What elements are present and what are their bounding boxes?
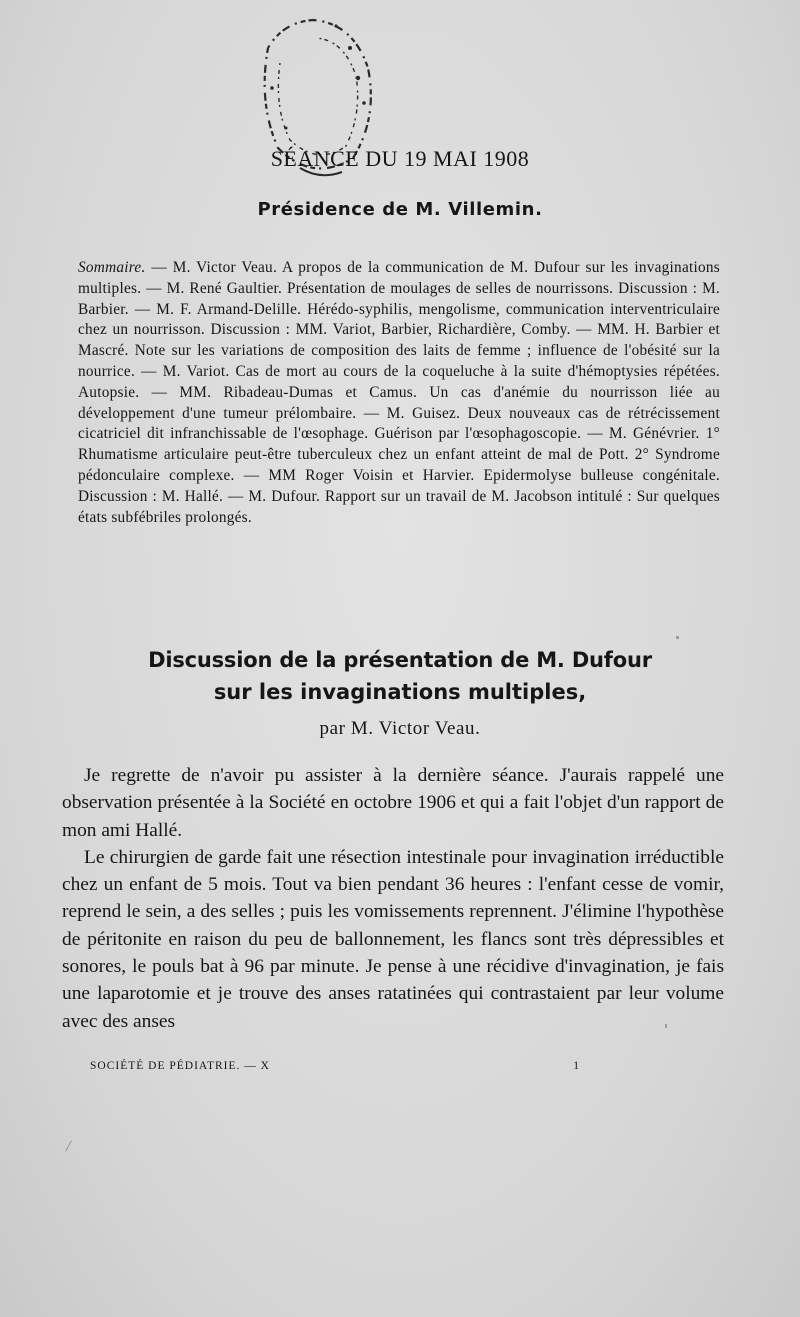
sommaire-text: — M. Victor Veau. A propos de la communication de M. Dufour sur les invaginations multiples. — M. René Gaultier. Présentation de moulages de selles de nourrissons. Discussion : M. Barbier. — M. F. Armand-Delille. Hérédo-syphilis, mengolisme, communication interventriculaire chez un nourrisson. Discussion : MM. Variot, Barbier, Richardière, Comby. — MM. H. Barbier et Mascré. Note sur les variations de composition des laits de femme ; influence de l'obésité sur la nourrice. — M. Variot. Cas de mort au cours de la coqueluche à la suite d'hémoptysies répétées. Autopsie. — MM. Ribadeau-Dumas et Camus. Un cas d'anémie du nourrisson liée au développement d'une tumeur prélombaire. — M. Guisez. Deux nouveaux cas de rétrécissement cicatriciel dit infranchissable de l'œsophage. Guérison par l'œsophagoscopie. — M. Génévrier. 1° Rhumatisme articulaire peut-être tuberculeux chez un enfant atteint de mal de Pott. 2° Syndrome pédonculaire complexe. — MM Roger Voisin et Harvier. Epidermolyse bulleuse congénitale. Discussion : M. Hallé. — M. Dufour. Rapport sur un travail de M. Jacobson intitulé : Sur quelques états subfébriles prolongés. <box>78 259 720 526</box>
sommaire-label: Sommaire. <box>78 259 146 276</box>
seance-heading: SÉANCE DU 19 MAI 1908 <box>270 146 530 171</box>
article-body <box>62 762 724 1035</box>
article-title-line-1: Discussion de la présentation de M. Dufour <box>148 648 652 672</box>
sommaire-paragraph <box>78 258 720 528</box>
footer-signature: SOCIÉTÉ DE PÉDIATRIE. — X <box>90 1060 270 1072</box>
presidence-line: Présidence de M. Villemin. <box>257 199 543 220</box>
margin-mark <box>665 1024 667 1028</box>
margin-mark <box>676 636 679 639</box>
body-paragraph: Le chirurgien de garde fait une résection intestinale pour invagination irréductible chez un enfant de 5 mois. Tout va bien pendant 36 heures : l'enfant cesse de vomir, reprend le sein, a des selles ; puis les vomissements reprennent. J'élimine l'hypothèse de péritonite en raison du peu de ballonnement, les flancs sont très dépressibles et sonores, le pouls bat à 96 par minute. Je pense à une récidive d'invagination, je fais une laparotomie et je trouve des anses ratatinées qui contrastaient par leur volume avec des anses <box>62 846 724 1032</box>
article-byline: par M. Victor Veau. <box>319 718 481 739</box>
body-paragraph: Je regrette de n'avoir pu assister à la dernière séance. J'aurais rappelé une observation présentée à la Société en octobre 1906 et qui a fait l'objet d'un rapport de mon ami Hallé. <box>62 765 724 841</box>
footer-sheet-number: 1 <box>573 1060 580 1072</box>
page-footer <box>90 1060 580 1072</box>
article-title-line-2: sur les invaginations multiples, <box>213 680 587 704</box>
margin-mark <box>65 1141 72 1152</box>
